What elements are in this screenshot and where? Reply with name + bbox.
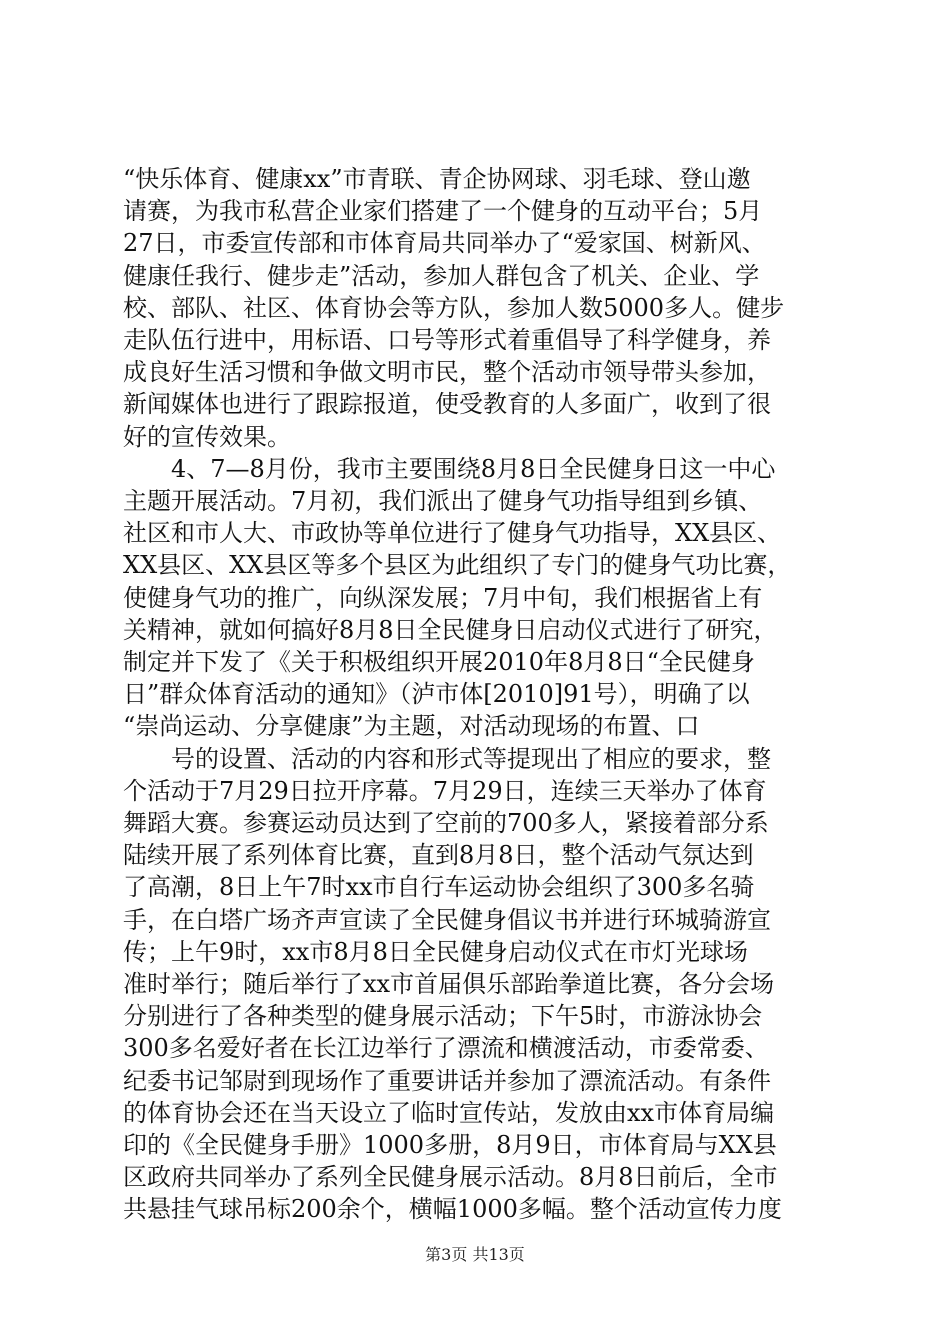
text-line: 4、7—8月份，我市主要围绕8月8日全民健身日这一中心 xyxy=(123,455,776,483)
text-line: 日”群众体育活动的通知》（泸市体[2010]91号），明确了以 xyxy=(123,680,750,708)
text-line: 区政府共同举办了系列全民健身展示活动。8月8日前后，全市 xyxy=(123,1163,778,1191)
text-line: 准时举行；随后举行了xx市首届俱乐部跆拳道比赛，各分会场 xyxy=(123,970,775,998)
text-line: XX县区、XX县区等多个县区为此组织了专门的健身气功比赛， xyxy=(123,551,792,579)
text-line: 27日，市委宣传部和市体育局共同举办了“爱家国、树新风、 xyxy=(123,229,766,257)
text-line: 制定并下发了《关于积极组织开展2010年8月8日“全民健身 xyxy=(123,648,755,676)
text-line: 的体育协会还在当天设立了临时宣传站，发放由xx市体育局编 xyxy=(123,1099,775,1127)
text-line: 请赛，为我市私营企业家们搭建了一个健身的互动平台；5月 xyxy=(123,197,763,225)
text-line: 分别进行了各种类型的健身展示活动；下午5时，市游泳协会 xyxy=(123,1002,763,1030)
page-number-footer: 第3页 共13页 xyxy=(425,1245,525,1264)
text-line: 好的宣传效果。 xyxy=(123,423,291,451)
text-line: “崇尚运动、分享健康”为主题，对活动现场的布置、口 xyxy=(123,712,700,740)
text-line: 纪委书记邹尉到现场作了重要讲话并参加了漂流活动。有条件 xyxy=(123,1067,771,1095)
text-line: 陆续开展了系列体育比赛，直到8月8日，整个活动气氛达到 xyxy=(123,841,754,869)
text-line: 走队伍行进中，用标语、口号等形式着重倡导了科学健身，养 xyxy=(123,326,771,354)
text-line: 共悬挂气球吊标200余个，横幅1000多幅。整个活动宣传力度 xyxy=(123,1195,782,1223)
text-line: 新闻媒体也进行了跟踪报道，使受教育的人多面广，收到了很 xyxy=(123,390,771,418)
text-line: 印的《全民健身手册》1000多册，8月9日，市体育局与XX县 xyxy=(123,1131,777,1159)
text-line: 号的设置、活动的内容和形式等提现出了相应的要求，整 xyxy=(123,745,771,773)
text-line: 校、部队、社区、体育协会等方队，参加人数5000多人。健步 xyxy=(123,294,785,322)
text-line: 传；上午9时，xx市8月8日全民健身启动仪式在市灯光球场 xyxy=(123,938,748,966)
text-line: 主题开展活动。7月初，我们派出了健身气功指导组到乡镇、 xyxy=(123,487,763,515)
text-line: 300多名爱好者在长江边举行了漂流和横渡活动，市委常委、 xyxy=(123,1034,769,1062)
text-line: 使健身气功的推广，向纵深发展；7月中旬，我们根据省上有 xyxy=(123,584,763,612)
text-line: “快乐体育、健康xx”市青联、青企协网球、羽毛球、登山邀 xyxy=(123,165,751,193)
text-line: 舞蹈大赛。参赛运动员达到了空前的700多人，紧接着部分系 xyxy=(123,809,769,837)
text-line: 关精神，就如何搞好8月8日全民健身日启动仪式进行了研究， xyxy=(123,616,778,644)
text-line: 健康任我行、健步走”活动，参加人群包含了机关、企业、学 xyxy=(123,262,760,290)
text-line: 了高潮，8日上午7时xx市自行车运动协会组织了300多名骑 xyxy=(123,873,755,901)
text-line: 社区和市人大、市政协等单位进行了健身气功指导，XX县区、 xyxy=(123,519,782,547)
text-line: 成良好生活习惯和争做文明市民，整个活动市领导带头参加， xyxy=(123,358,771,386)
text-line: 手，在白塔广场齐声宣读了全民健身倡议书并进行环城骑游宣 xyxy=(123,906,771,934)
text-line: 个活动于7月29日拉开序幕。7月29日，连续三天举办了体育 xyxy=(123,777,767,805)
